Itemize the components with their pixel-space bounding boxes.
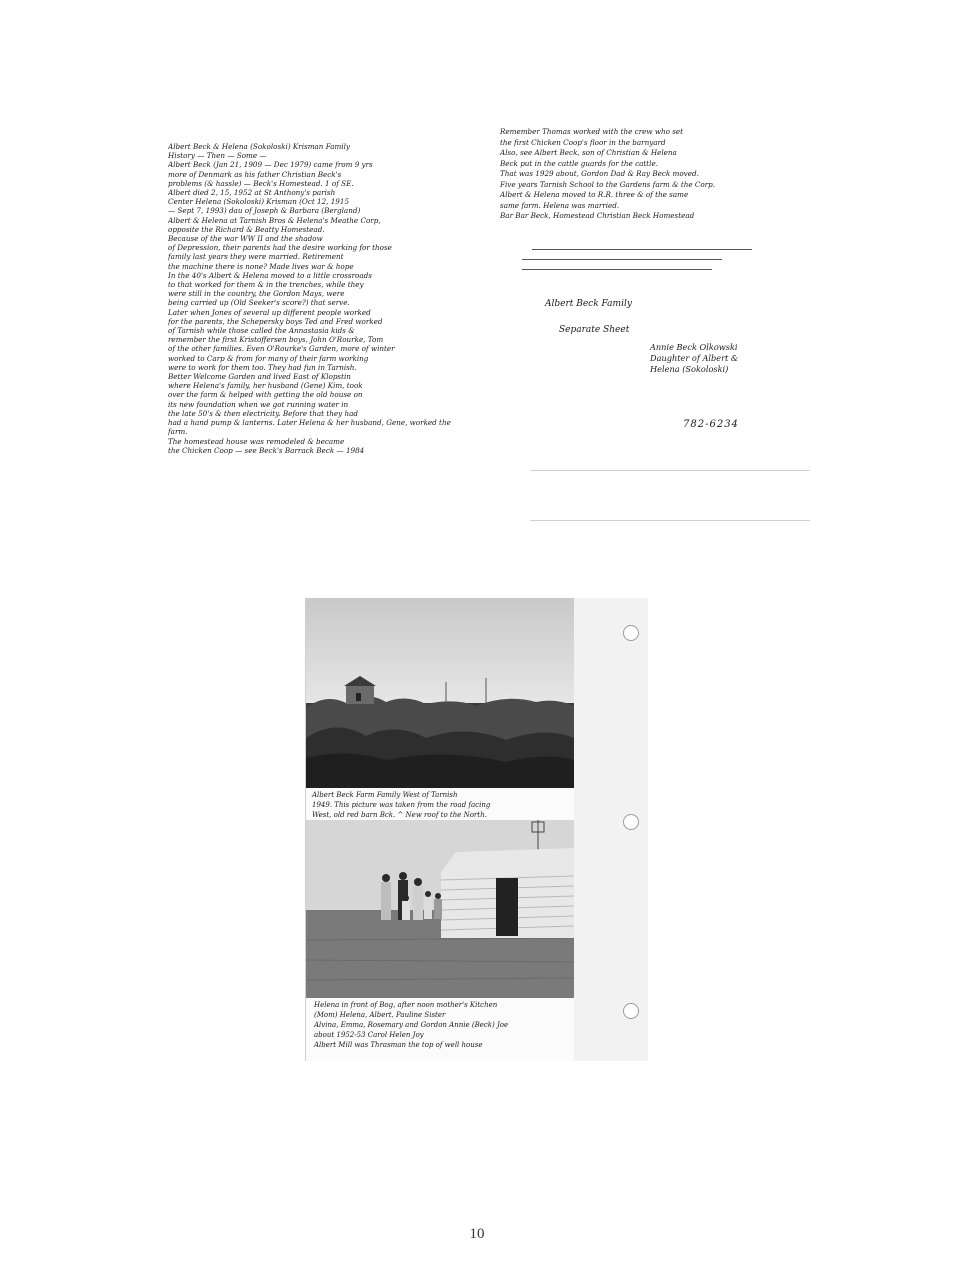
photo-caption-top: Albert Beck Farm Family West of Tarnish 1949. This picture was taken from the road facing West, old red barn Bck. ^ New roof to the North.	[306, 788, 574, 820]
family-at-house-photo	[306, 820, 574, 998]
photo-caption-bottom: Helena in front of Bog, after noon mother's Kitchen (Mom) Helena, Albert, Pauline Sister Alvina, Emma, Rosemary and Gordon Annie (Beck) Joe about 1952-53 Carol Helen Joy Albert Mill was Thrasman the top of well house	[306, 998, 574, 1061]
handwritten-history-right-column: Remember Thomas worked with the crew who set the first Chicken Coop's floor in the barnyard Also, see Albert Beck, son of Christian & Helena Beck put in the cattle guards for the cattle. That was 1929 about, Gordon Dad & Ray Beck moved. Five years Tarnish School to the Gardens farm & the Corp. Albert & Helena moved to R.R. three & of the same same farm. Helena was married. Bar Bar Beck, Homestead Christian Beck Homestead	[500, 127, 716, 220]
punch-hole-icon	[623, 1003, 639, 1019]
photo-album-page	[305, 598, 648, 1061]
signature-block: Annie Beck Olkowski Daughter of Albert & Helena (Sokoloski)	[650, 342, 739, 374]
farm-landscape-photo	[306, 598, 574, 788]
faint-rule	[530, 470, 810, 471]
separate-note-line1: Albert Beck Family	[545, 299, 632, 309]
separate-sheet-note	[545, 285, 745, 350]
phone-number: 782-6234	[683, 419, 739, 430]
separate-note-line2: Separate Sheet	[559, 325, 630, 335]
faint-rule	[530, 520, 810, 521]
struck-through-lines	[522, 240, 772, 274]
page-number: 10	[469, 1226, 485, 1242]
punch-hole-icon	[623, 814, 639, 830]
handwritten-history-left-column: Albert Beck & Helena (Sokoloski) Krisman Family History — Then — Some — Albert Beck (Jan 21, 1909 — Dec 1979) came from 9 yrs more of Denmark as his father Christian Beck's problems (& hassle) — Beck's Homestead. 1 of SE. Albert died 2, 15, 1952 at St Anthony's parish Center Helena (Sokoloski) Krisman (Oct 12, 1915 — Sept 7, 1993) dau of Joseph & Barbara (Bergland) Albert & Helena at Tarnish Bros & Helena's Meathe Corp, opposite the Richard & Beatty Homestead. Because of the war WW II and the shadow of Depression, their parents had the desire working for those family last years they were married. Retirement the machine there is none? Made lives war & hope In the 40's Albert & Helena moved to a little crossroads to that worked for them & in the trenches, while they were still in the country, the Gordon Mays, were being carried up (Old Seeker's score?) that serve. Later when Jones of several up different people worked for the parents, the Schepersky boys Ted and Fred worked of Tarnish while those called the Annastasia kids & remember the first Kristoffersen boys, John O'Rourke, Tom of the other families. Even O'Rourke's Garden, more of winter worked to Carp & from for many of their farm working were to work for them too. They had fun in Tarnish. Better Welcome Garden and lived East of Klopstin where Helena's family, her husband (Gene) Kim, took over the farm & helped with getting the old house on its new foundation when we got running water in the late 50's & then electricity. Before that they had had a hand pump & lanterns. Later Helena & her husband, Gene, worked the farm. The homestead house was remodeled & became the Chicken Coop — see Beck's Barrack Beck — 1984	[168, 142, 451, 455]
punch-hole-icon	[623, 625, 639, 641]
